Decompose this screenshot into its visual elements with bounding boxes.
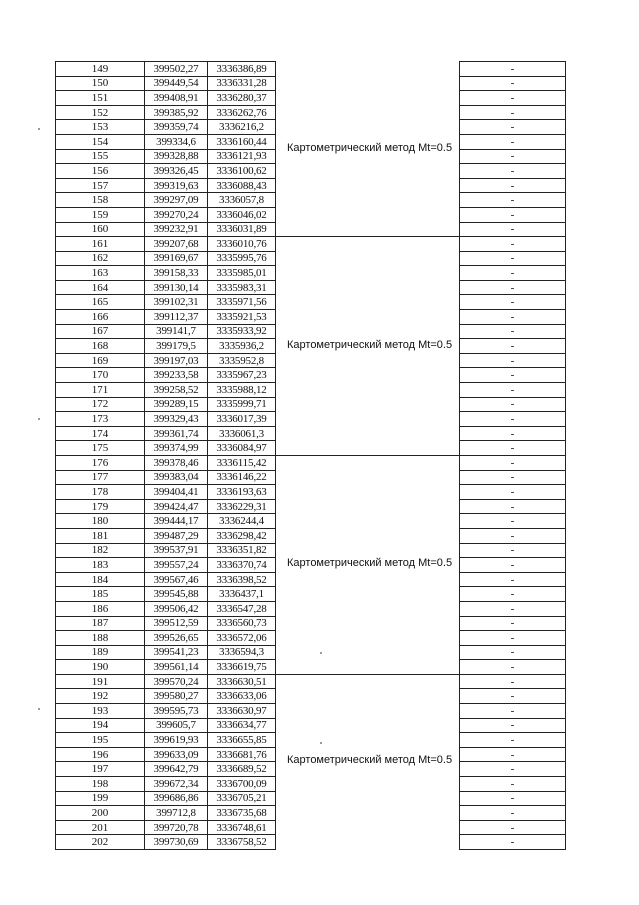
y-coordinate-cell: 3336351,82 [207,543,276,559]
y-coordinate-cell: 3336262,76 [207,105,276,121]
point-number-cell: 167 [55,324,145,340]
point-number-cell: 154 [55,134,145,150]
y-coordinate-cell: 3336630,97 [207,703,276,719]
accuracy-cell: - [459,688,566,704]
point-number-cell: 187 [55,616,145,632]
point-number-cell: 199 [55,791,145,807]
accuracy-cell: - [459,178,566,194]
accuracy-cell: - [459,630,566,646]
accuracy-cell: - [459,659,566,675]
x-coordinate-cell: 399633,09 [144,747,208,763]
point-number-cell: 173 [55,411,145,427]
point-number-cell: 179 [55,499,145,515]
point-number-cell: 198 [55,776,145,792]
x-coordinate-cell: 399334,6 [144,134,208,150]
accuracy-cell: - [459,367,566,383]
x-coordinate-cell: 399361,74 [144,426,208,442]
y-coordinate-cell: 3336298,42 [207,528,276,544]
point-number-cell: 170 [55,367,145,383]
point-number-cell: 195 [55,732,145,748]
y-coordinate-cell: 3336121,93 [207,149,276,165]
x-coordinate-cell: 399642,79 [144,761,208,777]
x-coordinate-cell: 399605,7 [144,718,208,734]
accuracy-cell: - [459,718,566,734]
point-number-cell: 177 [55,470,145,486]
accuracy-cell: - [459,499,566,515]
accuracy-cell: - [459,513,566,529]
y-coordinate-cell: 3336084,97 [207,440,276,456]
x-coordinate-cell: 399232,91 [144,222,208,238]
group-separator-line [275,674,459,675]
y-coordinate-cell: 3336193,63 [207,484,276,500]
accuracy-cell: - [459,470,566,486]
point-number-cell: 186 [55,601,145,617]
point-number-cell: 161 [55,236,145,252]
accuracy-cell: - [459,747,566,763]
x-coordinate-cell: 399141,7 [144,324,208,340]
point-number-cell: 169 [55,353,145,369]
accuracy-cell: - [459,440,566,456]
accuracy-cell: - [459,90,566,106]
accuracy-cell: - [459,805,566,821]
accuracy-cell: - [459,572,566,588]
scan-speck [38,708,40,710]
accuracy-cell: - [459,732,566,748]
y-coordinate-cell: 3336748,61 [207,820,276,836]
scan-speck [38,418,40,420]
x-coordinate-cell: 399526,65 [144,630,208,646]
y-coordinate-cell: 3336061,3 [207,426,276,442]
y-coordinate-cell: 3336619,75 [207,659,276,675]
x-coordinate-cell: 399595,73 [144,703,208,719]
point-number-cell: 166 [55,309,145,325]
x-coordinate-cell: 399197,03 [144,353,208,369]
point-number-cell: 153 [55,119,145,135]
accuracy-cell: - [459,703,566,719]
point-number-cell: 156 [55,163,145,179]
y-coordinate-cell: 3336634,77 [207,718,276,734]
x-coordinate-cell: 399730,69 [144,834,208,850]
x-coordinate-cell: 399408,91 [144,90,208,106]
point-number-cell: 172 [55,397,145,413]
y-coordinate-cell: 3335971,56 [207,294,276,310]
x-coordinate-cell: 399545,88 [144,586,208,602]
accuracy-cell: - [459,61,566,77]
y-coordinate-cell: 3336681,76 [207,747,276,763]
accuracy-cell: - [459,616,566,632]
x-coordinate-cell: 399270,24 [144,207,208,223]
point-number-cell: 176 [55,455,145,471]
point-number-cell: 160 [55,222,145,238]
point-number-cell: 182 [55,543,145,559]
x-coordinate-cell: 399329,43 [144,411,208,427]
accuracy-cell: - [459,338,566,354]
y-coordinate-cell: 3336547,28 [207,601,276,617]
y-coordinate-cell: 3336146,22 [207,470,276,486]
y-coordinate-cell: 3336088,43 [207,178,276,194]
point-number-cell: 181 [55,528,145,544]
accuracy-cell: - [459,674,566,690]
y-coordinate-cell: 3336655,85 [207,732,276,748]
y-coordinate-cell: 3336046,02 [207,207,276,223]
accuracy-cell: - [459,251,566,267]
point-number-cell: 185 [55,586,145,602]
y-coordinate-cell: 3335983,31 [207,280,276,296]
accuracy-cell: - [459,236,566,252]
y-coordinate-cell: 3335933,92 [207,324,276,340]
accuracy-cell: - [459,820,566,836]
accuracy-cell: - [459,557,566,573]
point-number-cell: 150 [55,76,145,92]
x-coordinate-cell: 399179,5 [144,338,208,354]
point-number-cell: 178 [55,484,145,500]
x-coordinate-cell: 399207,68 [144,236,208,252]
accuracy-cell: - [459,309,566,325]
y-coordinate-cell: 3335995,76 [207,251,276,267]
point-number-cell: 180 [55,513,145,529]
x-coordinate-cell: 399102,31 [144,294,208,310]
y-coordinate-cell: 3336010,76 [207,236,276,252]
y-coordinate-cell: 3335952,8 [207,353,276,369]
accuracy-cell: - [459,834,566,850]
y-coordinate-cell: 3336160,44 [207,134,276,150]
accuracy-cell: - [459,455,566,471]
x-coordinate-cell: 399169,67 [144,251,208,267]
point-number-cell: 174 [55,426,145,442]
point-number-cell: 193 [55,703,145,719]
x-coordinate-cell: 399112,37 [144,309,208,325]
accuracy-cell: - [459,426,566,442]
y-coordinate-cell: 3336700,09 [207,776,276,792]
y-coordinate-cell: 3336630,51 [207,674,276,690]
point-number-cell: 157 [55,178,145,194]
accuracy-cell: - [459,207,566,223]
y-coordinate-cell: 3336689,52 [207,761,276,777]
y-coordinate-cell: 3336100,62 [207,163,276,179]
accuracy-cell: - [459,163,566,179]
accuracy-cell: - [459,134,566,150]
x-coordinate-cell: 399385,92 [144,105,208,121]
x-coordinate-cell: 399289,15 [144,397,208,413]
x-coordinate-cell: 399404,41 [144,484,208,500]
x-coordinate-cell: 399567,46 [144,572,208,588]
point-number-cell: 184 [55,572,145,588]
method-label: Картометрический метод Mt=0.5 [287,141,453,154]
y-coordinate-cell: 3336386,89 [207,61,276,77]
x-coordinate-cell: 399506,42 [144,601,208,617]
y-coordinate-cell: 3336331,28 [207,76,276,92]
x-coordinate-cell: 399502,27 [144,61,208,77]
group-separator-line [275,455,459,456]
accuracy-cell: - [459,294,566,310]
y-coordinate-cell: 3336229,31 [207,499,276,515]
point-number-cell: 171 [55,382,145,398]
y-coordinate-cell: 3336370,74 [207,557,276,573]
accuracy-cell: - [459,528,566,544]
y-coordinate-cell: 3336280,37 [207,90,276,106]
point-number-cell: 162 [55,251,145,267]
x-coordinate-cell: 399130,14 [144,280,208,296]
accuracy-cell: - [459,192,566,208]
x-coordinate-cell: 399487,29 [144,528,208,544]
y-coordinate-cell: 3335936,2 [207,338,276,354]
accuracy-cell: - [459,645,566,661]
x-coordinate-cell: 399328,88 [144,149,208,165]
point-number-cell: 175 [55,440,145,456]
accuracy-cell: - [459,543,566,559]
method-label: Картометрический метод Mt=0.5 [287,338,453,351]
point-number-cell: 201 [55,820,145,836]
accuracy-cell: - [459,397,566,413]
accuracy-cell: - [459,761,566,777]
y-coordinate-cell: 3335999,71 [207,397,276,413]
y-coordinate-cell: 3336017,39 [207,411,276,427]
point-number-cell: 191 [55,674,145,690]
y-coordinate-cell: 3336398,52 [207,572,276,588]
scan-speck [320,742,322,744]
point-number-cell: 197 [55,761,145,777]
x-coordinate-cell: 399672,34 [144,776,208,792]
x-coordinate-cell: 399326,45 [144,163,208,179]
x-coordinate-cell: 399541,23 [144,645,208,661]
point-number-cell: 151 [55,90,145,106]
x-coordinate-cell: 399233,58 [144,367,208,383]
x-coordinate-cell: 399374,99 [144,440,208,456]
point-number-cell: 163 [55,265,145,281]
point-number-cell: 194 [55,718,145,734]
x-coordinate-cell: 399424,47 [144,499,208,515]
x-coordinate-cell: 399712,8 [144,805,208,821]
y-coordinate-cell: 3336437,1 [207,586,276,602]
accuracy-cell: - [459,776,566,792]
accuracy-cell: - [459,324,566,340]
x-coordinate-cell: 399557,24 [144,557,208,573]
accuracy-cell: - [459,791,566,807]
point-number-cell: 168 [55,338,145,354]
method-label: Картометрический метод Mt=0.5 [287,557,453,570]
point-number-cell: 165 [55,294,145,310]
point-number-cell: 183 [55,557,145,573]
point-number-cell: 152 [55,105,145,121]
accuracy-cell: - [459,222,566,238]
scan-speck [320,652,322,654]
x-coordinate-cell: 399383,04 [144,470,208,486]
accuracy-cell: - [459,586,566,602]
x-coordinate-cell: 399512,59 [144,616,208,632]
y-coordinate-cell: 3336560,73 [207,616,276,632]
y-coordinate-cell: 3336758,52 [207,834,276,850]
point-number-cell: 192 [55,688,145,704]
y-coordinate-cell: 3335988,12 [207,382,276,398]
x-coordinate-cell: 399449,54 [144,76,208,92]
y-coordinate-cell: 3336057,8 [207,192,276,208]
y-coordinate-cell: 3336735,68 [207,805,276,821]
y-coordinate-cell: 3336572,06 [207,630,276,646]
x-coordinate-cell: 399319,63 [144,178,208,194]
point-number-cell: 188 [55,630,145,646]
accuracy-cell: - [459,382,566,398]
x-coordinate-cell: 399561,14 [144,659,208,675]
x-coordinate-cell: 399580,27 [144,688,208,704]
x-coordinate-cell: 399720,78 [144,820,208,836]
point-number-cell: 190 [55,659,145,675]
scan-speck [38,128,40,130]
y-coordinate-cell: 3336216,2 [207,119,276,135]
accuracy-cell: - [459,601,566,617]
y-coordinate-cell: 3336031,89 [207,222,276,238]
x-coordinate-cell: 399444,17 [144,513,208,529]
accuracy-cell: - [459,280,566,296]
point-number-cell: 200 [55,805,145,821]
y-coordinate-cell: 3335921,53 [207,309,276,325]
x-coordinate-cell: 399297,09 [144,192,208,208]
point-number-cell: 159 [55,207,145,223]
y-coordinate-cell: 3336705,21 [207,791,276,807]
method-label: Картометрический метод Mt=0.5 [287,754,453,767]
x-coordinate-cell: 399619,93 [144,732,208,748]
point-number-cell: 164 [55,280,145,296]
y-coordinate-cell: 3336115,42 [207,455,276,471]
y-coordinate-cell: 3335967,23 [207,367,276,383]
y-coordinate-cell: 3335985,01 [207,265,276,281]
x-coordinate-cell: 399686,86 [144,791,208,807]
point-number-cell: 196 [55,747,145,763]
x-coordinate-cell: 399378,46 [144,455,208,471]
group-separator-line [275,236,459,237]
x-coordinate-cell: 399258,52 [144,382,208,398]
point-number-cell: 202 [55,834,145,850]
accuracy-cell: - [459,119,566,135]
accuracy-cell: - [459,76,566,92]
point-number-cell: 158 [55,192,145,208]
x-coordinate-cell: 399359,74 [144,119,208,135]
accuracy-cell: - [459,105,566,121]
y-coordinate-cell: 3336633,06 [207,688,276,704]
accuracy-cell: - [459,353,566,369]
accuracy-cell: - [459,265,566,281]
point-number-cell: 155 [55,149,145,165]
accuracy-cell: - [459,149,566,165]
x-coordinate-cell: 399570,24 [144,674,208,690]
x-coordinate-cell: 399537,91 [144,543,208,559]
accuracy-cell: - [459,411,566,427]
y-coordinate-cell: 3336594,3 [207,645,276,661]
y-coordinate-cell: 3336244,4 [207,513,276,529]
accuracy-cell: - [459,484,566,500]
point-number-cell: 149 [55,61,145,77]
x-coordinate-cell: 399158,33 [144,265,208,281]
point-number-cell: 189 [55,645,145,661]
